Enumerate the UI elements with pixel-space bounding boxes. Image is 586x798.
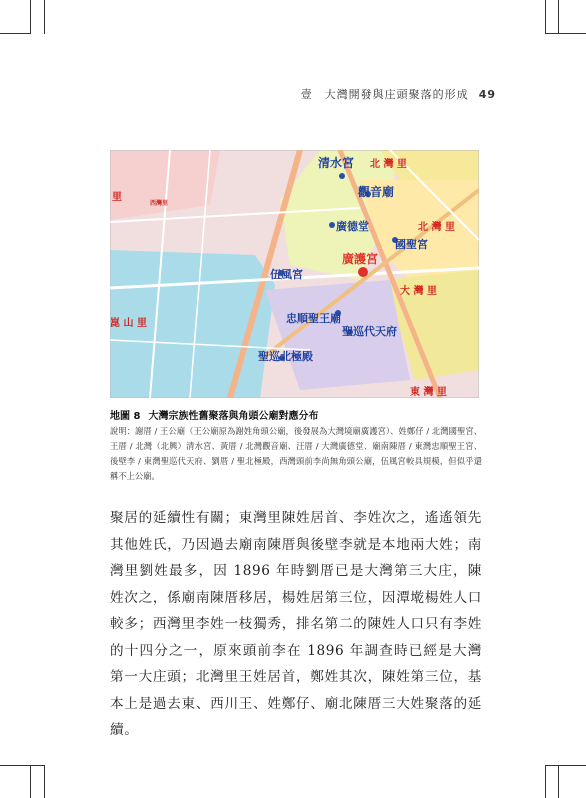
temple-label-guanghu: 廣護宮: [342, 252, 379, 266]
crop-mark: [558, 0, 559, 34]
page-number: 49: [478, 88, 496, 101]
caption-title: [110, 407, 482, 422]
crop-mark: [30, 765, 31, 798]
temple-label-wufeng: 伍風宮: [270, 268, 303, 281]
chapter-title: 壹 大灣開發與庄頭聚落的形成: [300, 88, 469, 101]
temple-label-zhongshun: 忠順聖王廟: [286, 312, 341, 325]
caption-description: 說明：謝厝 / 王公廟（王公廟原為謝姓角頭公廟，後發展為大灣境廟廣護宮）、姓鄭仔 / 北灣國聖宮、王厝 / 北灣（北興）清水宮、黃厝 / 北灣觀音廟、汪厝 / 大灣廣德堂、廟南陳厝 / 東灣忠順聖王宮、後壁李 / 東灣聖巡代天府、劉厝 / 聖北極殿，西灣頭前李尚無角頭公廟，伍風宮較具規模，但似乎還稱不上公廟。: [110, 426, 482, 481]
crop-mark: [545, 33, 586, 34]
temple-label-qingshui: 清水宮: [318, 156, 355, 170]
village-label-li: 里: [112, 192, 122, 203]
temple-label-guosheng: 國聖宮: [395, 238, 428, 251]
village-label-beiwan: 北 灣 里: [370, 159, 407, 170]
body-paragraph: 聚居的延續性有關；東灣里陳姓居首、李姓次之，遙遙領先其他姓氏，乃因過去廟南陳厝與後壁李就是本地兩大姓；南灣里劉姓最多，因 1896 年時劉厝已是大灣第三大庄，陳姓次之，係廟南陳厝移居，楊姓居第三位，因潭墘楊姓人口較多；西灣里李姓一枝獨秀，排名第二的陳姓人口只有李姓的十四分之一，原來頭前李在 1896 年調查時已經是大灣第一大庄頭；北灣里王姓居首，鄭姓其次，陳姓第三位，基本上是過去東、西川王、姓鄭仔、廟北陳厝三大姓聚落的延續。: [110, 510, 482, 738]
temple-label-guanyin: 觀音廟: [358, 185, 395, 199]
running-header: [301, 86, 496, 102]
crop-mark: [545, 765, 586, 766]
crop-mark: [0, 765, 44, 766]
map-figure: [110, 150, 479, 398]
figure-caption: [110, 407, 482, 484]
temple-label-shengbei: 聖巡北極殿: [258, 350, 313, 363]
village-label-kunshan: 崑 山 里: [110, 318, 147, 329]
village-label-dong: 東 灣 里: [410, 387, 447, 398]
village-label-xi: 西灣里: [150, 200, 169, 207]
temple-label-shengdai: 聖巡代天府: [342, 325, 397, 338]
village-label-dawan: 大 灣 里: [400, 286, 437, 297]
caption-number: 地圖 8: [110, 411, 141, 422]
village-label-bei: 北 灣 里: [418, 222, 455, 233]
crop-mark: [558, 765, 559, 798]
temple-label-guangde: 廣德堂: [336, 220, 369, 233]
crop-mark: [545, 0, 546, 34]
crop-mark: [44, 0, 45, 34]
crop-mark: [545, 765, 546, 798]
crop-mark: [0, 33, 31, 34]
caption-title-text: 大灣宗族性舊聚落與角頭公廟對應分布: [148, 411, 319, 422]
crop-mark: [30, 0, 31, 34]
crop-mark: [44, 765, 45, 798]
